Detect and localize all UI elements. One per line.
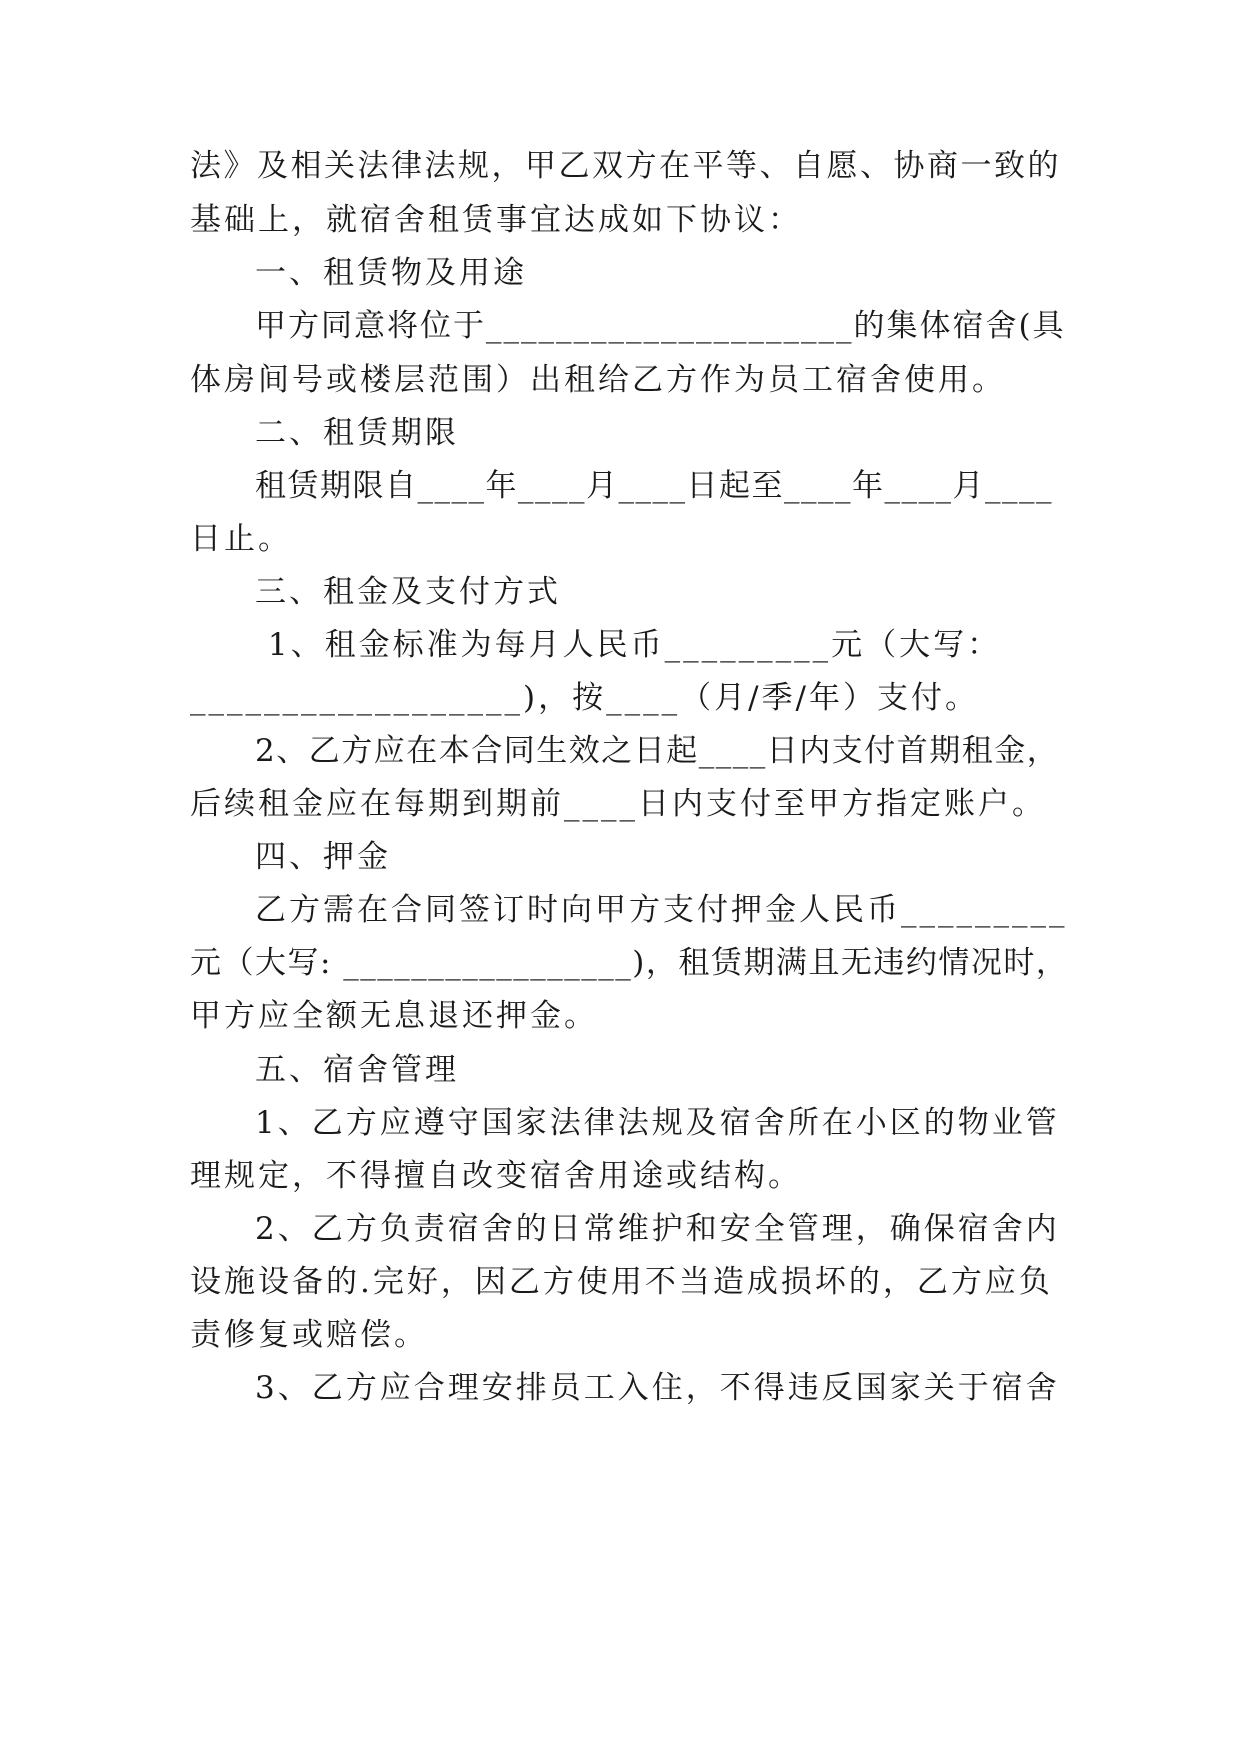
text-line: 设施设备的.完好，因乙方使用不当造成损坏的，乙方应负 [190, 1264, 1053, 1300]
text-line: 1、租金标准为每月人民币_________元（大写： [255, 627, 1002, 663]
section-heading: 一、租赁物及用途 [255, 255, 527, 291]
text-line: 甲方同意将位于_____________________的集体宿舍(具 [255, 308, 1066, 344]
text-line: 理规定，不得擅自改变宿舍用途或结构。 [190, 1158, 802, 1194]
section-heading: 三、租金及支付方式 [255, 574, 561, 610]
text-line: 租赁期限自____年____月____日起至____年____月____ [255, 468, 1053, 504]
text-line: 乙方需在合同签订时向甲方支付押金人民币_________ [255, 892, 1068, 928]
text-line: 日止。 [190, 521, 292, 557]
text-line: 体房间号或楼层范围）出租给乙方作为员工宿舍使用。 [190, 362, 1006, 398]
text-line: __________________)，按____（月/季/年）支付。 [190, 680, 979, 716]
text-line: 1、乙方应遵守国家法律法规及宿舍所在小区的物业管 [255, 1105, 1060, 1141]
text-line: 甲方应全额无息退还押金。 [190, 998, 598, 1034]
section-heading: 五、宿舍管理 [255, 1052, 459, 1088]
text-line: 元（大写: _________________)，租赁期满且无违约情况时， [190, 945, 1069, 981]
text-line: 法》及相关法律法规，甲乙双方在平等、自愿、协商一致的 [190, 148, 1061, 184]
section-heading: 二、租赁期限 [255, 415, 459, 451]
text-line: 后续租金应在每期到期前____日内支付至甲方指定账户。 [190, 786, 1046, 822]
text-line: 3、乙方应合理安排员工入住，不得违反国家关于宿舍 [255, 1370, 1060, 1406]
text-line: 基础上，就宿舍租赁事宜达成如下协议： [190, 202, 802, 238]
section-heading: 四、押金 [255, 839, 391, 875]
text-line: 责修复或赔偿。 [190, 1317, 428, 1353]
text-line: 2、乙方负责宿舍的日常维护和安全管理，确保宿舍内 [255, 1211, 1060, 1247]
text-line: 2、乙方应在本合同生效之日起____日内支付首期租金， [255, 733, 1060, 769]
